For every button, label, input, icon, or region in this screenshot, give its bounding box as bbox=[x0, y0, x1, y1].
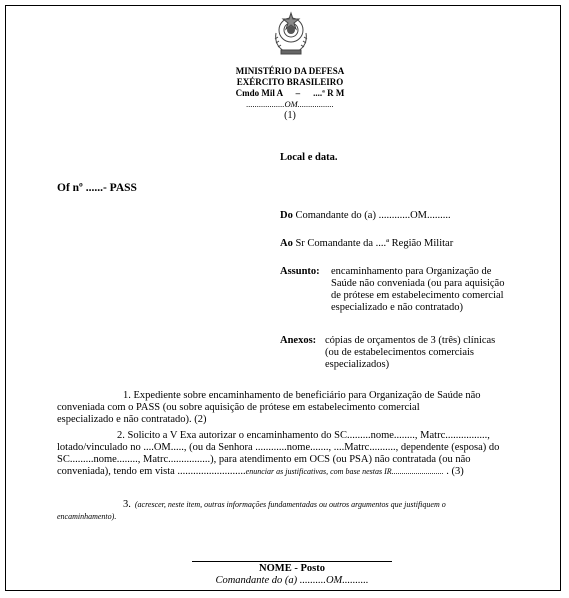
header-command-left: Cmdo Mil A bbox=[235, 88, 283, 98]
subject-line: encaminhamento para Organização de bbox=[331, 266, 492, 277]
signature-role: Comandante do (a) ..........OM.......... bbox=[215, 575, 369, 586]
paragraph-line bbox=[57, 497, 537, 511]
attachments-line: (ou de estabelecimentos comerciais bbox=[325, 347, 474, 358]
justification-placeholder: enunciar as justificativas, com base nestas IR.......................... bbox=[245, 467, 444, 476]
to-text: Sr Comandante da ....ª Região Militar bbox=[295, 238, 454, 249]
paragraph-instruction: (acrescer, neste item, outras informações fundamentadas ou outros argumentos que justifiquem o bbox=[134, 500, 446, 509]
paragraph-1 bbox=[57, 390, 535, 426]
from-text: Comandante do (a) ............OM......... bbox=[295, 210, 451, 221]
paragraph-number: 3. bbox=[123, 499, 131, 510]
paragraph-2 bbox=[57, 430, 535, 478]
paragraph-instruction: encaminhamento). bbox=[57, 512, 117, 521]
attachments-line: cópias de orçamentos de 3 (três) clínicas bbox=[325, 335, 496, 346]
header-command-right: ....ª R M bbox=[313, 88, 345, 98]
paragraph-line bbox=[57, 466, 535, 478]
paragraph-text: . (3) bbox=[443, 466, 464, 477]
paragraph-line: conveniada com o PASS (ou sobre aquisição de prótese em estabelecimento comercial bbox=[57, 402, 420, 413]
paragraph-line: 2. Solicito a V Exa autorizar o encaminhamento do SC.........nome........, Matrc................, bbox=[117, 430, 490, 441]
header-army: EXÉRCITO BRASILEIRO bbox=[236, 77, 344, 87]
header-command bbox=[150, 88, 430, 98]
header-note: (1) bbox=[284, 110, 296, 121]
subject-label: Assunto: bbox=[280, 266, 320, 277]
to-line bbox=[280, 238, 453, 250]
subject-line: especializado e não contratado) bbox=[331, 302, 464, 313]
from-label: Do bbox=[280, 210, 293, 221]
from-line bbox=[280, 210, 451, 222]
subject-line: de prótese em estabelecimento comercial bbox=[331, 290, 504, 301]
attachments-text bbox=[325, 335, 530, 371]
coat-of-arms-icon bbox=[272, 11, 310, 57]
to-label: Ao bbox=[280, 238, 293, 249]
paragraph-line: lotado/vinculado no ....OM....., (ou da Senhora ............nome......., ....Matrc.........., dependente (esposa) do bbox=[57, 442, 500, 453]
attachments-line: especializados) bbox=[325, 359, 390, 370]
paragraph-line: 1. Expediente sobre encaminhamento de beneficiário para Organização de Saúde não bbox=[123, 390, 481, 401]
paragraph-3 bbox=[57, 497, 537, 523]
attachments-label: Anexos: bbox=[280, 335, 317, 346]
paragraph-line: especializado e não contratado). (2) bbox=[57, 414, 207, 425]
header-command-dash: – bbox=[295, 88, 301, 98]
header-om: ..................OM................. bbox=[246, 99, 334, 109]
signature-line bbox=[192, 561, 392, 562]
subject-line: Saúde não conveniada (ou para aquisição bbox=[331, 278, 505, 289]
paragraph-line: SC.........nome........, Matrc................), para atendimento em OCS (ou PSA) não contratada (ou não bbox=[57, 454, 471, 465]
paragraph-text: conveniada), tendo em vista .......................... bbox=[57, 466, 246, 477]
header-ministry: MINISTÉRIO DA DEFESA bbox=[235, 66, 345, 76]
office-number: Of nº ......- PASS bbox=[57, 182, 137, 194]
subject-text bbox=[331, 266, 530, 314]
local-and-date: Local e data. bbox=[280, 152, 338, 163]
signature-name: NOME - Posto bbox=[259, 563, 325, 574]
